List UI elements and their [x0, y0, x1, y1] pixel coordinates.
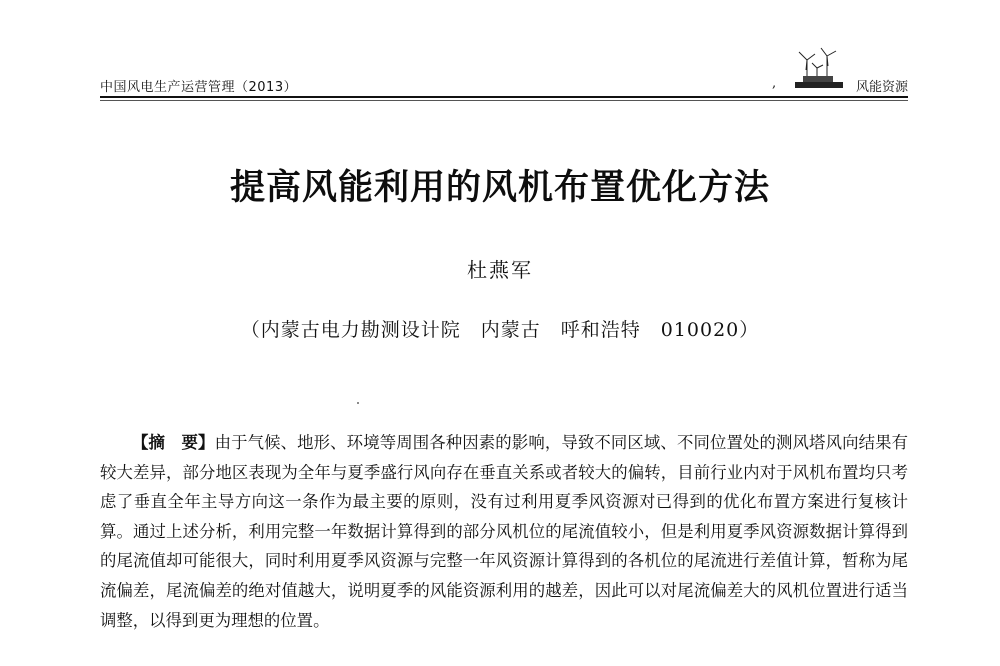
running-header [100, 74, 908, 96]
abstract [100, 428, 908, 635]
abstract-label: 【摘 要】 [132, 433, 215, 452]
paper-affiliation: （内蒙古电力勘测设计院 内蒙古 呼和浩特 010020） [240, 319, 760, 341]
wind-turbine-icon [793, 46, 845, 90]
abstract-text: 由于气候、地形、环境等周围各种因素的影响，导致不同区域、不同位置处的测风塔风向结果有较大差异，部分地区表现为全年与夏季盛行风向存在垂直关系或者较大的偏转，目前行业内对于风机布置均只考虑了垂直全年主导方向这一条作为最主要的原则，没有过利用夏季风资源对已得到的优化布置方案进行复核计算。通过上述分析，利用完整一年数据计算得到的部分风机位的尾流值较小，但是利用夏季风资源数据计算得到的尾流值却可能很大，同时利用夏季风资源与完整一年风资源计算得到的各机位的尾流进行差值计算，暂称为尾流偏差，尾流偏差的绝对值越大，说明夏季的风能资源利用的越差，因此可以对尾流偏差大的风机位置进行适当调整，以得到更为理想的位置。 [100, 433, 909, 630]
section-label: 风能资源 [855, 80, 908, 95]
header-comma: , [772, 76, 777, 91]
scan-speck [357, 402, 359, 404]
header-rule-thin [100, 100, 908, 101]
header-rule [100, 96, 908, 98]
paper-author: 杜燕军 [467, 258, 533, 282]
journal-name: 中国风电生产运营管理（2013） [100, 80, 298, 95]
paper-title: 提高风能利用的风机布置优化方法 [229, 168, 770, 208]
